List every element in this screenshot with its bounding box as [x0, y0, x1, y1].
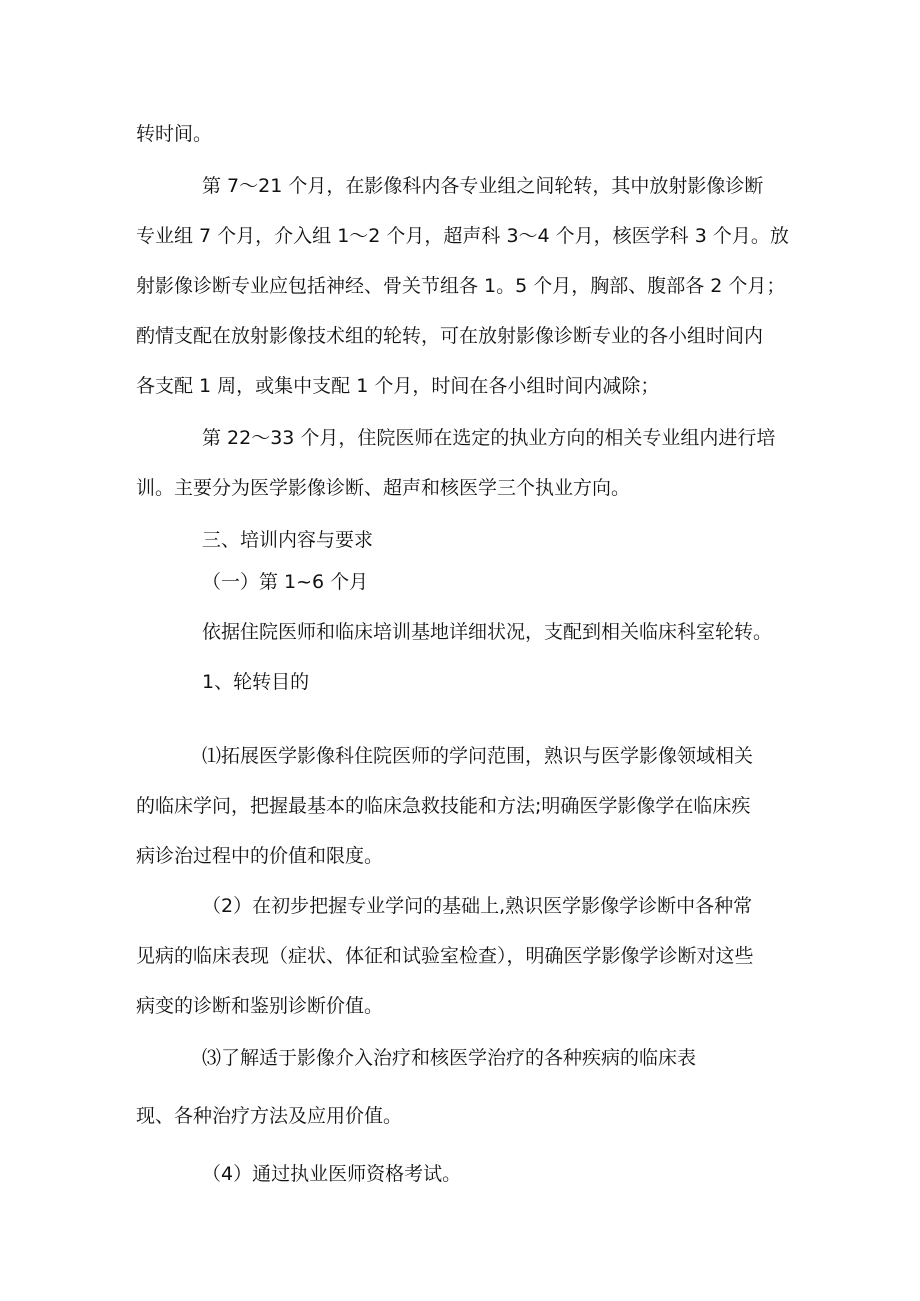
paragraph-line: 病变的诊断和鉴别诊断价值。 [136, 995, 384, 1017]
paragraph-line: 见病的临床表现（症状、体征和试验室检查），明确医学影像学诊断对这些 [136, 945, 754, 967]
section-heading: 三、培训内容与要求 [202, 529, 374, 551]
paragraph-line: 专业组 7 个月，介入组 1～2 个月，超声科 3～4 个月，核医学科 3 个月。放 [136, 225, 789, 247]
paragraph-line: 训。主要分为医学影像诊断、超声和核医学三个执业方向。 [136, 477, 631, 499]
paragraph-line: 现、各种治疗方法及应用价值。 [136, 1105, 403, 1127]
paragraph-line: ⑴拓展医学影像科住院医师的学问范围，熟识与医学影像领域相关 [202, 745, 754, 767]
subsection-heading: （一）第 1~6 个月 [202, 571, 369, 593]
paragraph-line: 转时间。 [136, 123, 213, 145]
paragraph-line: 射影像诊断专业应包括神经、骨关节组各 1。5 个月，胸部、腹部各 2 个月； [136, 275, 786, 297]
paragraph-line: 酌情支配在放射影像技术组的轮转，可在放射影像诊断专业的各小组时间内 [136, 325, 764, 347]
paragraph-line: 病诊治过程中的价值和限度。 [136, 845, 384, 867]
paragraph-line: 第 22～33 个月，住院医师在选定的执业方向的相关专业组内进行培 [202, 427, 776, 449]
paragraph-line: 的临床学问，把握最基本的临床急救技能和方法;明确医学影像学在临床疾 [136, 795, 751, 817]
paragraph-line: 第 7～21 个月，在影像科内各专业组之间轮转，其中放射影像诊断 [202, 175, 764, 197]
item-heading: 1、轮转目的 [202, 671, 310, 693]
paragraph-line: 各支配 1 周，或集中支配 1 个月，时间在各小组时间内减除； [136, 375, 660, 397]
paragraph-line: 依据住院医师和临床培训基地详细状况，支配到相关临床科室轮转。 [202, 621, 773, 643]
paragraph-line: ⑶了解适于影像介入治疗和核医学治疗的各种疾病的临床表 [202, 1047, 697, 1069]
paragraph-line: （4）通过执业医师资格考试。 [202, 1163, 462, 1185]
paragraph-line: （2）在初步把握专业学问的基础上,熟识医学影像学诊断中各种常 [202, 895, 753, 917]
